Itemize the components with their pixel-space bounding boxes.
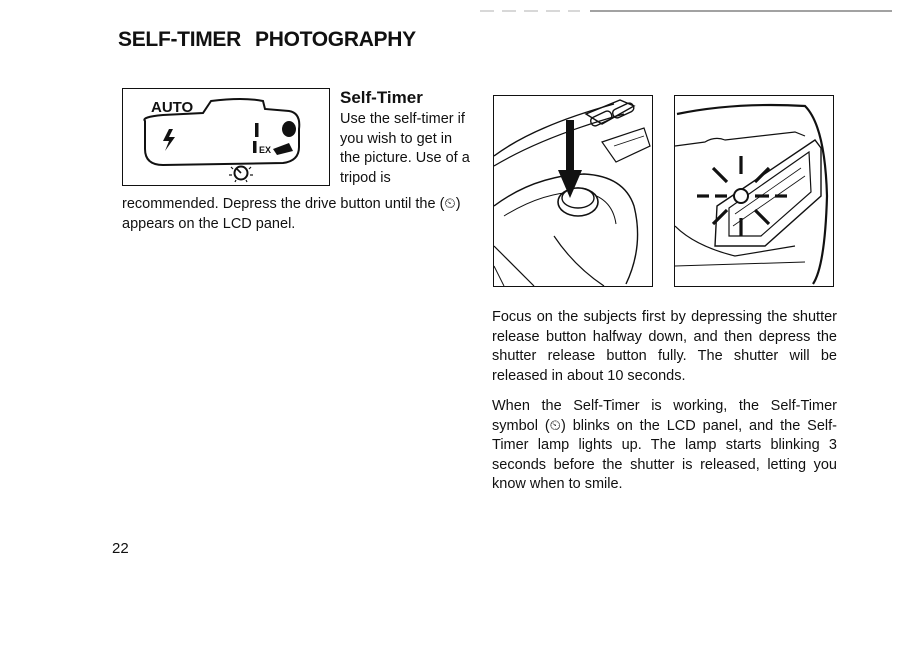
lcd-panel-icon [123,89,329,185]
page-number: 22 [112,540,129,557]
focus-paragraph: Focus on the subjects first by depressing the shutter release button halfway down, and then depress the shutter release button fully. The shutter will be released in about 10 seconds. [492,309,837,384]
title-part-1: SELF-TIMER [118,28,241,51]
self-timer-working-paragraph: When the Self-Timer is working, the Self-Timer symbol (⏲) blinks on the LCD panel, and the Self-Timer lamp lights up. The lamp starts blinking 3 seconds before the shutter is released, letting you know when to smile. [492,398,837,492]
self-timer-lamp-figure [674,95,834,287]
drive-button-paragraph: recommended. Depress the drive button until the (⏲) appears on the LCD panel. [122,196,461,232]
top-rule [480,6,892,16]
shutter-button-figure [493,95,653,287]
flash-icon [163,129,175,151]
lcd-panel-illustration [122,88,330,186]
intro-paragraph: Use the self-timer if you wish to get in the picture. Use of a tripod is [340,111,470,186]
shutter-button-illustration [494,96,652,286]
self-timer-lamp-illustration [675,96,833,286]
self-timer-icon [229,167,253,183]
battery-icon [273,121,296,155]
ex-label: EX [259,145,272,155]
section-heading: Self-Timer [340,88,423,107]
page-title [118,28,416,52]
title-part-2: PHOTOGRAPHY [255,28,416,51]
auto-mode-label: AUTO [151,99,194,116]
